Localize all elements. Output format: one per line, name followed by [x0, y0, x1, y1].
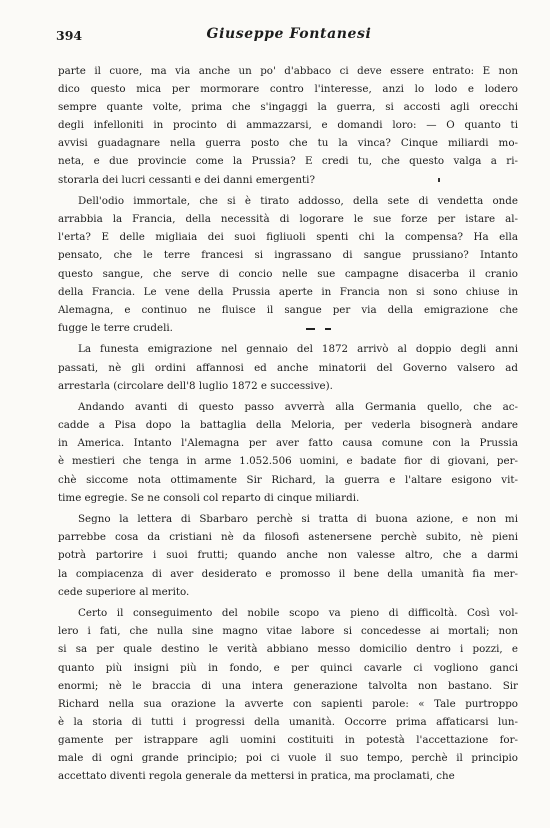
text-line: gamente per istrappare agli uomini costituiti in potestà l'accettazione for-	[58, 733, 518, 746]
paragraph	[58, 62, 518, 189]
paragraph	[58, 340, 518, 394]
text-line: Andando avanti di questo passo avverrà alla Germania quello, che ac-	[78, 401, 518, 414]
text-line: arrabbia la Francia, della necessità di logorare le sue forze per istare al-	[58, 213, 518, 226]
ink-mark	[438, 178, 440, 182]
text-line: cede superiore al merito.	[58, 585, 190, 598]
running-head-author: Giuseppe Fontanesi	[206, 26, 372, 42]
ink-mark	[306, 328, 315, 330]
paragraph	[58, 192, 518, 337]
text-line: l'erta? E delle migliaia dei suoi figliuoli spenti chi la compensa? Ha ella	[58, 231, 518, 244]
text-line: chè siccome nota ottimamente Sir Richard, la guerra e l'altare esigono vit-	[58, 473, 518, 486]
text-line: La funesta emigrazione nel gennaio del 1872 arrivò al doppio degli anni	[78, 343, 518, 356]
text-line: sempre quante volte, prima che s'ingaggi la guerra, si accosti agli orecchi	[58, 101, 518, 114]
text-line: parrebbe cosa da cristiani nè da filosofi astenersene perchè subito, nè pieni	[58, 531, 518, 544]
text-line: male di ogni grande principio; poi ci vuole il suo tempo, perchè il principio	[58, 751, 518, 764]
text-line: cadde a Pisa dopo la battaglia della Meloria, per vederla bisognerà andare	[58, 419, 518, 432]
text-line: fugge le terre crudeli.	[58, 321, 173, 334]
page-number: 394	[56, 28, 83, 43]
text-line: Certo il conseguimento del nobile scopo va pieno di difficoltà. Così vol-	[78, 607, 518, 620]
text-line: è mestieri che tenga in arme 1.052.506 uomini, e badate fior di giovani, per-	[58, 455, 518, 468]
text-line: dico questo mica per mormorare contro l'interesse, anzi lo lodo e lodero	[58, 83, 518, 96]
text-line: in America. Intanto l'Alemagna per aver fatto causa comune con la Prussia	[58, 437, 518, 450]
text-line: lero i fati, che nulla sine magno vitae labore si concedesse ai mortali; non	[58, 625, 518, 638]
text-line: accettato diventi regola generale da mettersi in pratica, ma proclamati, che	[58, 770, 455, 783]
text-line: si sa per quale destino le verità abbiano messo domicilio dentro i pozzi, e	[58, 643, 518, 656]
text-line: potrà partorire i suoi frutti; quando anche non valesse altro, che a darmi	[58, 549, 518, 562]
text-line: avvisi guadagnare nella guerra posto che tu la vinca? Cinque miliardi mo-	[58, 137, 518, 150]
text-line: pensato, che le terre francesi si ingrassano di sangue prussiano? Intanto	[58, 249, 518, 262]
text-line: time egregie. Se ne consoli col reparto di cinque miliardi.	[58, 491, 360, 504]
ink-mark	[325, 328, 331, 330]
paragraph	[58, 398, 518, 507]
text-line: della Francia. Le vene della Prussia aperte in Francia non si sono chiuse in	[58, 285, 518, 298]
text-line: Segno la lettera di Sbarbaro perchè si tratta di buona azione, e non mi	[78, 513, 518, 526]
text-line: arrestarla (circolare dell'8 luglio 1872 e successive).	[58, 379, 333, 392]
text-line: storarla dei lucri cessanti e dei danni emergenti?	[58, 173, 315, 186]
text-line: Alemagna, e continuo ne fluisce il sangue per via della emigrazione che	[58, 303, 518, 316]
text-line: Richard nella sua orazione la avverte con sapienti parole: « Tale purtroppo	[58, 697, 518, 710]
text-line: neta, e due provincie come la Prussia? E credi tu, che questo valga a ri-	[58, 155, 518, 168]
paragraph	[58, 510, 518, 600]
text-line: Dell'odio immortale, che si è tirato addosso, della sete di vendetta onde	[78, 195, 518, 208]
text-line: la compiacenza di aver desiderato e promosso il bene della umanità fia mer-	[58, 567, 518, 580]
page-header	[56, 26, 522, 46]
text-line: è la storia di tutti i progressi della umanità. Occorre prima affaticarsi lun-	[58, 715, 518, 728]
text-line: parte il cuore, ma via anche un po' d'abbaco ci deve essere entrato: E non	[58, 65, 518, 77]
text-line: questo sangue, che serve di concio nelle sue campagne disacerba il cranio	[58, 267, 518, 280]
body-text	[58, 62, 518, 785]
text-line: enormi; nè le braccia di una intera generazione talvolta non bastano. Sir	[58, 679, 518, 692]
paragraph	[58, 604, 518, 785]
text-line: passati, nè gli ordini affannosi ed anche minatorii del Governo valsero ad	[58, 361, 518, 374]
text-line: degli infelloniti in procinto di ammazzarsi, e domandi loro: — O quanto ti	[58, 119, 518, 132]
text-line: quanto più insigni più in fondo, e per quinci cavarle ci vogliono ganci	[58, 661, 518, 674]
